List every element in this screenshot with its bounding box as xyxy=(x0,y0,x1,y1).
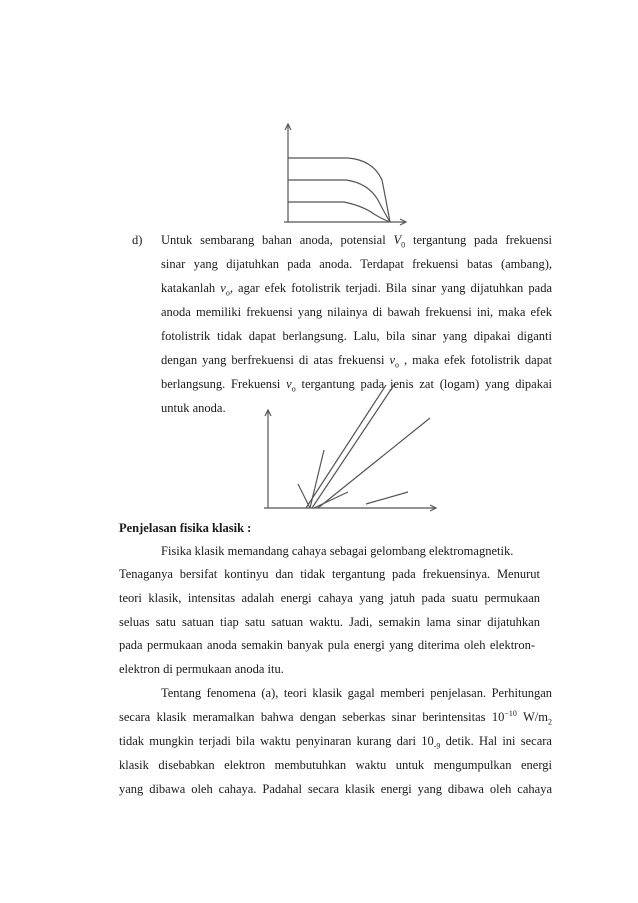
section-heading: Penjelasan fisika klasik : xyxy=(119,521,252,535)
item-d-marker: d) xyxy=(132,233,143,247)
item-d-line-3: katakanlah $\nu_o$, agar efek fotolistrik terjadi. Bila sinar yang dijatuhkan pada xyxy=(161,281,553,298)
curve-mid xyxy=(288,180,390,222)
para2-line-3: tidak mungkin terjadi bila waktu penyinaran kurang dari $10_{-9}$ detik. Hal ini secara xyxy=(119,734,552,751)
para2-line-2: secara klasik meramalkan bahwa dengan seberkas sinar berintensitas $10^{-10}$ $W/m_2$ xyxy=(119,708,552,727)
para2-line-1: Tentang fenomena (a), teori klasik gagal memberi penjelasan. Perhitungan xyxy=(161,686,552,700)
curve-low xyxy=(288,202,390,222)
item-d-line-2: sinar yang dijatuhkan pada anoda. Terdapat frekuensi batas (ambang), xyxy=(161,257,552,271)
curve-high xyxy=(288,158,390,222)
para1-line-2: Tenaganya bersifat kontinyu dan tidak tergantung pada frekuensinya. Menurut xyxy=(119,567,540,581)
para1-line-5: pada permukaan anoda semakin banyak pula energi yang diterima oleh elektron- xyxy=(119,638,535,652)
para2-line-4: klasik disebabkan elektron membutuhkan waktu untuk mengumpulkan energi xyxy=(119,758,552,772)
line-f xyxy=(366,492,408,504)
line-b xyxy=(312,385,394,508)
item-d-line-7: berlangsung. Frekuensi $\nu_o$ tergantung pada jenis zat (logam) yang dipakai xyxy=(161,377,552,394)
item-d-line-8: untuk anoda. xyxy=(161,401,226,415)
line-c xyxy=(310,450,324,508)
figure-saturation-curves xyxy=(278,120,418,230)
para2-line-5: yang dibawa oleh cahaya. Padahal secara klasik energi yang dibawa oleh cahaya xyxy=(119,782,552,796)
line-a xyxy=(306,385,386,508)
line-d xyxy=(298,484,310,508)
para1-line-4: seluas satu satuan tiap satu satuan waktu. Jadi, semakin lama sinar dijatuhkan xyxy=(119,615,540,629)
figure-threshold-frequency xyxy=(258,380,438,520)
para1-line-3: teori klasik, intensitas adalah energi cahaya yang jatuh pada suatu permukaan xyxy=(119,591,540,605)
line-g xyxy=(314,492,348,508)
item-d-line-6: dengan yang berfrekuensi di atas frekuensi $\nu_o$ , maka efek fotolistrik dapat xyxy=(161,353,552,370)
item-d-line-4: anoda memiliki frekuensi yang nilainya di bawah frekuensi ini, maka efek xyxy=(161,305,552,319)
para1-line-6: elektron di permukaan anoda itu. xyxy=(119,662,284,676)
item-d-line-5: fotolistrik tidak dapat berlangsung. Lalu, bila sinar yang dipakai diganti xyxy=(161,329,552,343)
item-d-line-1: Untuk sembarang bahan anoda, potensial $V_0$ tergantung pada frekuensi xyxy=(161,233,552,250)
para1-line-1: Fisika klasik memandang cahaya sebagai gelombang elektromagnetik. xyxy=(161,544,514,558)
